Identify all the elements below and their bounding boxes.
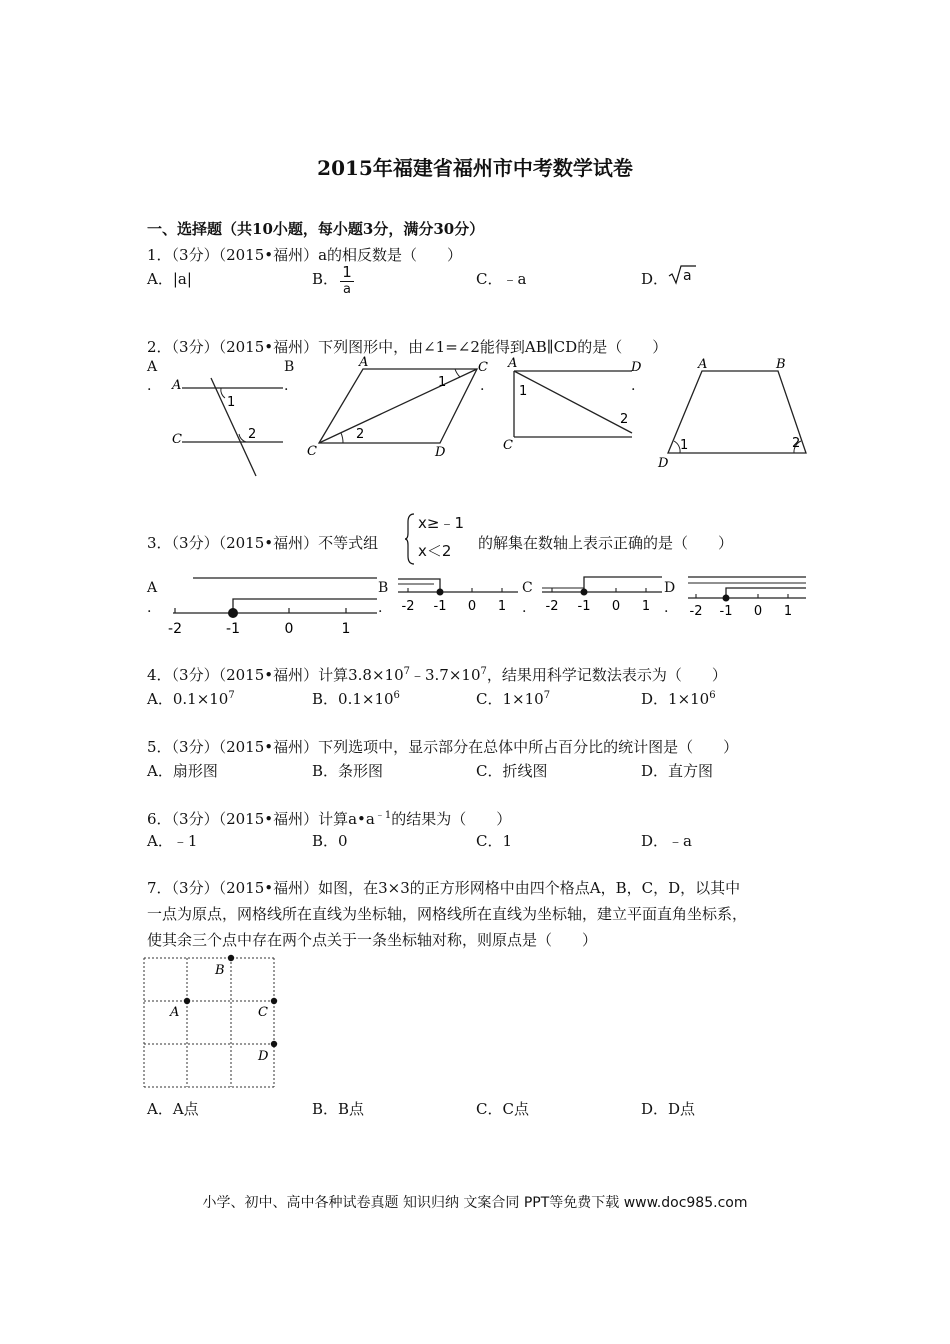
- q3c-tick-neg2: -2: [545, 599, 559, 614]
- q1-fraction: [340, 264, 354, 298]
- q3d-tick-1: 1: [783, 604, 793, 619]
- q4-option-a-exp: 7: [228, 690, 235, 701]
- q7-stem-line-3: 使其余三个点中存在两个点关于一条坐标轴对称，则原点是（ ）: [147, 931, 598, 949]
- q3a-tick-0: 0: [284, 621, 294, 637]
- q4-option-d-text: D．1×10: [641, 690, 710, 708]
- q1-fraction-num: 1: [342, 263, 352, 281]
- q5-stem: 5．（3分）（2015•福州）下列选项中，显示部分在总体中所占百分比的统计图是（ ）: [147, 738, 739, 756]
- q2d-label-2: 2: [792, 436, 801, 451]
- q3-numberline-c: [540, 574, 664, 616]
- q2b-label-c: C: [478, 360, 488, 375]
- q1-option-a: A．|a|: [147, 270, 192, 288]
- q2c-label-1: 1: [519, 384, 528, 399]
- q7-stem-line-2: 一点为原点，网格线所在直线为坐标轴，网格线所在直线为坐标轴，建立平面直角坐标系，: [147, 905, 748, 923]
- q3-option-b: B: [378, 580, 389, 596]
- q7-label-b: B: [215, 963, 225, 978]
- q3c-tick-neg1: -1: [577, 599, 591, 614]
- q3c-tick-1: 1: [641, 599, 651, 614]
- q4-option-b: [312, 688, 400, 709]
- footer-text: 小学、初中、高中各种试卷真题 知识归纳 文案合同 PPT等免费下载 www.doc985.com: [202, 1195, 748, 1211]
- q2-option-a-dot: .: [147, 378, 152, 394]
- q3-option-c: C: [522, 580, 533, 596]
- q3-stem-post: 的解集在数轴上表示正确的是（ ）: [478, 534, 734, 552]
- q2b-label-1: 1: [438, 375, 447, 390]
- q6-stem-exp: ﹣1: [374, 810, 392, 821]
- q4-stem-post: ，结果用科学记数法表示为（ ）: [486, 666, 727, 684]
- q3b-tick-1: 1: [497, 599, 507, 614]
- q7-option-c: C．C点: [476, 1100, 529, 1118]
- q4-stem-exp-2: 7: [480, 666, 487, 677]
- q7-option-d: D．D点: [641, 1100, 696, 1118]
- q2c-label-d: D: [631, 360, 642, 375]
- q5-option-c: C．折线图: [476, 762, 548, 780]
- q1-option-c: C．﹣a: [476, 270, 527, 288]
- q2a-label-a: A: [172, 378, 182, 393]
- q6-option-b: B．0: [312, 832, 348, 850]
- q2-figure-a: [168, 372, 289, 482]
- q6-option-a: A．﹣1: [147, 832, 198, 850]
- q7-label-a: A: [170, 1005, 180, 1020]
- q2d-label-b: B: [776, 357, 786, 372]
- q2-option-b-dot: .: [284, 378, 289, 394]
- q6-stem-post: 的结果为（ ）: [391, 810, 512, 828]
- q2-option-a: A: [147, 359, 158, 375]
- q3b-tick-neg1: -1: [433, 599, 447, 614]
- q3-numberline-b: [396, 574, 520, 616]
- q1-fraction-den: a: [340, 281, 354, 298]
- q3-brace: [404, 512, 416, 566]
- q7-option-a: A．A点: [147, 1100, 199, 1118]
- q2c-label-a: A: [508, 356, 518, 371]
- q4-option-c: [476, 688, 550, 709]
- q2-option-c-dot: .: [480, 378, 485, 394]
- q3-option-a-dot: .: [147, 600, 152, 616]
- q6-stem: [147, 806, 511, 829]
- q3-inequality-2: x＜2: [418, 542, 452, 560]
- q2-figure-b: [305, 355, 495, 460]
- q4-option-d: [641, 688, 716, 709]
- q4-option-c-exp: 7: [543, 690, 551, 701]
- q2-figure-c: [500, 355, 646, 455]
- q3a-tick-neg2: -2: [168, 621, 182, 637]
- q3b-tick-neg2: -2: [401, 599, 415, 614]
- q3c-tick-0: 0: [611, 599, 621, 614]
- section-heading: 一、选择题（共10小题，每小题3分，满分30分）: [147, 220, 485, 238]
- q2a-label-2: 2: [248, 427, 257, 442]
- q5-option-d: D．直方图: [641, 762, 714, 780]
- q3a-tick-neg1: -1: [226, 621, 240, 637]
- q5-option-a: A．扇形图: [147, 762, 218, 780]
- q4-option-c-text: C．1×10: [476, 690, 544, 708]
- q3b-tick-0: 0: [467, 599, 477, 614]
- q2b-label-2: 2: [356, 427, 365, 442]
- q4-option-d-exp: 6: [709, 690, 716, 701]
- q3d-tick-neg2: -2: [689, 604, 703, 619]
- q4-stem: [147, 664, 727, 685]
- page-title: 2015年福建省福州市中考数学试卷: [317, 156, 633, 180]
- q3-numberline-a: [165, 572, 383, 638]
- q7-option-b: B．B点: [312, 1100, 365, 1118]
- q6-stem-pre: 6．（3分）（2015•福州）计算a•a: [147, 810, 375, 828]
- q2-stem: 2．（3分）（2015•福州）下列图形中，由∠1=∠2能得到AB∥CD的是（ ）: [147, 338, 668, 356]
- q3d-tick-0: 0: [753, 604, 763, 619]
- q3a-tick-1: 1: [341, 621, 351, 637]
- q7-stem-line-1: 7．（3分）（2015•福州）如图，在3×3的正方形网格中由四个格点A，B，C，D，以其中: [147, 879, 741, 897]
- q2d-label-1: 1: [680, 438, 689, 453]
- q6-option-d: D．﹣a: [641, 832, 692, 850]
- q3d-tick-neg1: -1: [719, 604, 733, 619]
- q1-stem: 1．（3分）（2015•福州）a的相反数是（ ）: [147, 246, 463, 264]
- q3-option-b-dot: .: [378, 600, 383, 616]
- q2d-label-d: D: [658, 456, 669, 471]
- q1-option-d-label: D．: [641, 270, 669, 288]
- q1-option-b-label: B．: [312, 270, 339, 288]
- q7-grid-figure: [140, 952, 282, 1092]
- q2-figure-d: [654, 355, 806, 470]
- q2c-label-c: C: [503, 438, 513, 453]
- q7-label-c: C: [258, 1005, 268, 1020]
- q2a-label-1: 1: [227, 395, 236, 410]
- q6-option-c: C．1: [476, 832, 513, 850]
- q5-option-b: B．条形图: [312, 762, 384, 780]
- q3-numberline-d: [686, 574, 808, 618]
- q2b-label-d: D: [435, 445, 446, 460]
- q2c-label-2: 2: [620, 412, 629, 427]
- q4-option-a: [147, 688, 235, 709]
- q4-stem-mid: ﹣3.7×10: [410, 666, 481, 684]
- q4-option-b-text: B．0.1×10: [312, 690, 394, 708]
- q3-inequality-1: x≥﹣1: [418, 514, 464, 532]
- q4-stem-exp-1: 7: [403, 666, 410, 677]
- q7-label-d: D: [258, 1049, 269, 1064]
- q3-option-c-dot: .: [522, 600, 527, 616]
- q2a-label-c: C: [172, 432, 182, 447]
- q3-stem-pre: 3．（3分）（2015•福州）不等式组: [147, 534, 379, 552]
- q2b-label-c2: C: [307, 444, 317, 459]
- q2-option-b: B: [284, 359, 295, 375]
- q1-sqrt-radicand: a: [683, 268, 692, 284]
- q2d-label-a: A: [698, 357, 708, 372]
- q3-option-d: D: [664, 580, 676, 596]
- q3-option-d-dot: .: [664, 600, 669, 616]
- q4-stem-pre: 4．（3分）（2015•福州）计算3.8×10: [147, 666, 404, 684]
- q2-option-d-dot: .: [631, 378, 636, 394]
- q2b-label-a: A: [359, 355, 369, 370]
- q4-option-a-text: A．0.1×10: [147, 690, 229, 708]
- q3-option-a: A: [147, 580, 158, 596]
- q4-option-b-exp: 6: [393, 690, 400, 701]
